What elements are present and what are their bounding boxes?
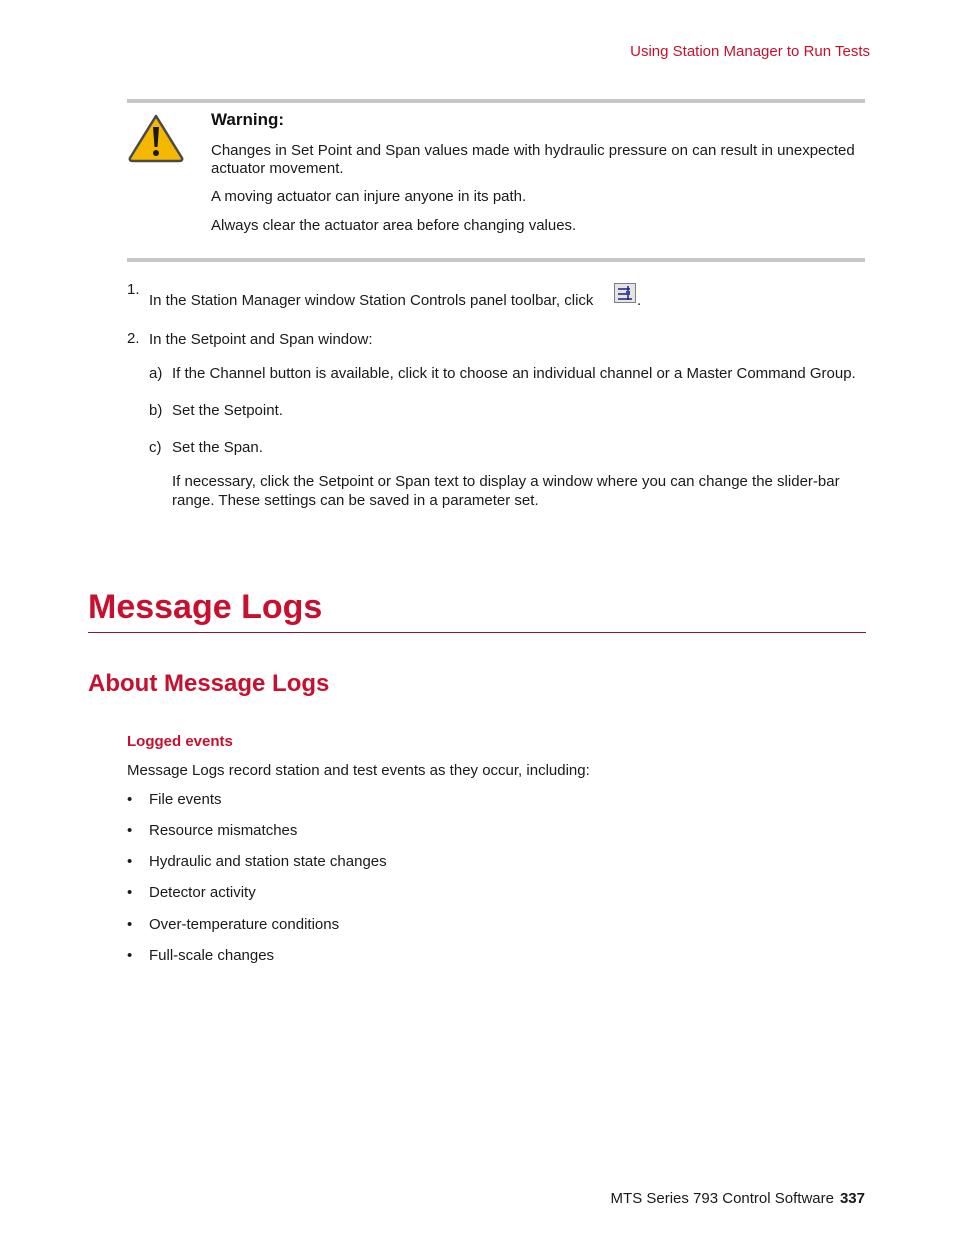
- section-title-rule: [88, 632, 866, 633]
- warning-line: Always clear the actuator area before changing values.: [211, 217, 577, 234]
- footer-product: MTS Series 793 Control Software: [610, 1190, 834, 1207]
- substep-label: b): [149, 402, 163, 419]
- setpoint-span-toolbar-icon[interactable]: [614, 283, 636, 303]
- bullet-marker: •: [127, 791, 133, 808]
- bullet-marker: •: [127, 916, 133, 933]
- substep-text: If the Channel button is available, click it to choose an individual channel or a Master Command Group.: [172, 365, 856, 382]
- bullet-marker: •: [127, 884, 133, 901]
- list-item: Detector activity: [149, 884, 256, 901]
- step-text: In the Station Manager window Station Controls panel toolbar, click: [149, 292, 594, 309]
- running-head: Using Station Manager to Run Tests: [630, 43, 870, 60]
- substep-text: Set the Setpoint.: [172, 402, 283, 419]
- warning-title: Warning:: [211, 110, 285, 129]
- step-text: In the Setpoint and Span window:: [149, 331, 373, 348]
- bullet-marker: •: [127, 853, 133, 870]
- section-subtitle: About Message Logs: [88, 670, 330, 697]
- list-item: Full-scale changes: [149, 947, 275, 964]
- substep-text: Set the Span.: [172, 439, 263, 456]
- section-title: Message Logs: [88, 588, 323, 626]
- list-item: Over-temperature conditions: [149, 916, 340, 933]
- substep-label: c): [149, 439, 162, 456]
- step-period: .: [637, 292, 642, 309]
- list-item: Resource mismatches: [149, 822, 298, 839]
- note-line: If necessary, click the Setpoint or Span text to display a window where you can change the slider-bar: [172, 473, 840, 490]
- step-number: 1.: [127, 281, 140, 298]
- intro-text: Message Logs record station and test events as they occur, including:: [127, 762, 590, 779]
- page-footer: [611, 1190, 865, 1207]
- warning-line: A moving actuator can injure anyone in its path.: [211, 188, 527, 205]
- warning-bottom-rule: [127, 258, 865, 262]
- substep-label: a): [149, 365, 163, 382]
- warning-line: actuator movement.: [211, 160, 344, 177]
- warning-top-rule: [127, 99, 865, 103]
- list-item: Hydraulic and station state changes: [149, 853, 387, 870]
- bullet-marker: •: [127, 947, 133, 964]
- warning-triangle-icon: [127, 113, 185, 163]
- list-item: File events: [149, 791, 222, 808]
- bullet-marker: •: [127, 822, 133, 839]
- subheading: Logged events: [127, 733, 233, 750]
- warning-line: Changes in Set Point and Span values made with hydraulic pressure on can result in unexpected: [211, 142, 855, 159]
- step-number: 2.: [127, 330, 140, 347]
- page-number: 337: [839, 1190, 865, 1207]
- note-line: range. These settings can be saved in a parameter set.: [172, 492, 539, 509]
